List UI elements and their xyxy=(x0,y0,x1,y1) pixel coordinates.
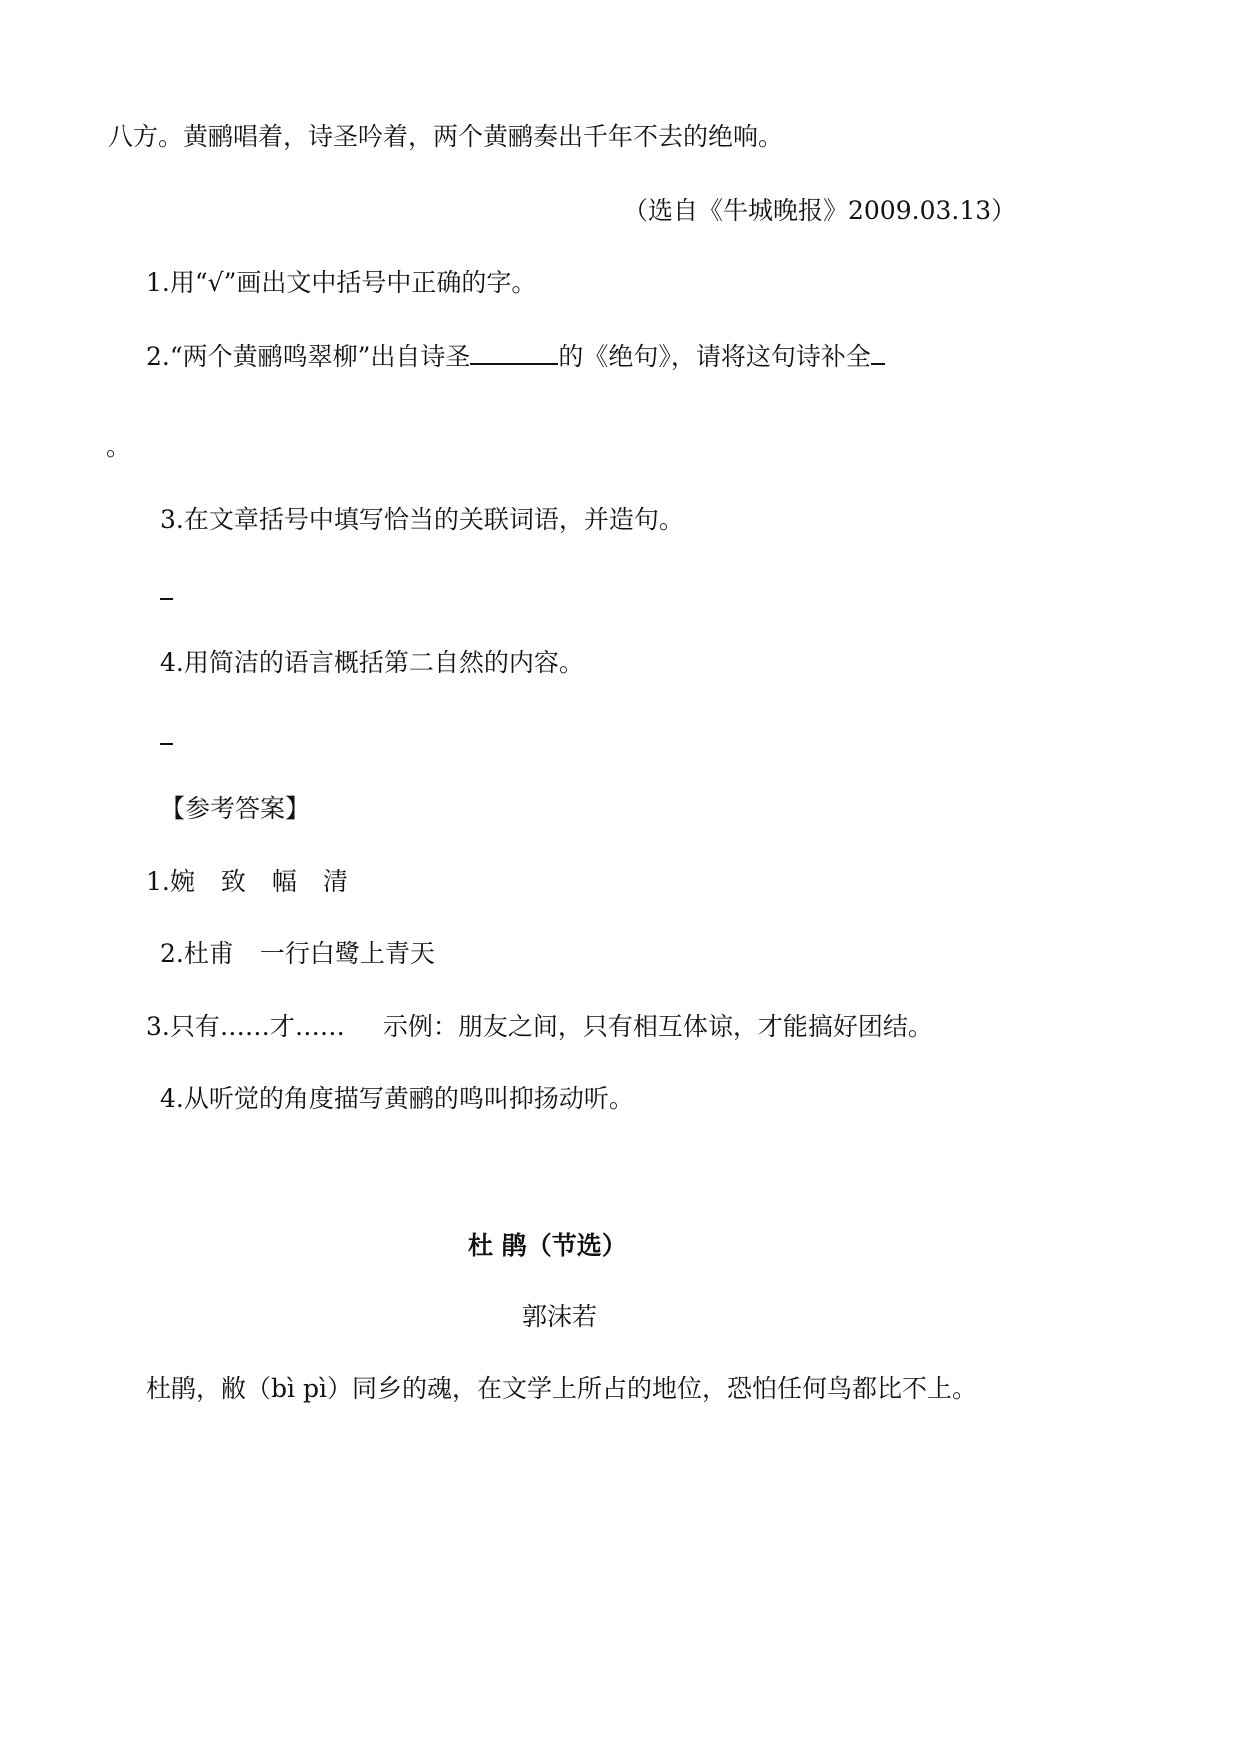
answer-1-item: 1.婉 xyxy=(146,867,195,896)
answer-2-poem-line: 一行白鹭上青天 xyxy=(259,939,435,968)
passage-closing-line: 八方。黄鹂唱着，诗圣吟着，两个黄鹂奏出千年不去的绝响。 xyxy=(108,122,784,151)
answer-3 xyxy=(146,1010,933,1044)
question-3: 3.在文章括号中填写恰当的关联词语，并造句。 xyxy=(160,505,684,534)
answer-blank-question-3[interactable] xyxy=(160,598,173,600)
answer-blank-question-4[interactable] xyxy=(160,743,173,745)
answer-1-item: 清 xyxy=(322,867,348,896)
answer-2-poet: 2.杜甫 xyxy=(160,939,234,968)
answer-1 xyxy=(146,865,348,899)
question-1: 1.用“√”画出文中括号中正确的字。 xyxy=(146,268,537,297)
question-2-suffix: 的《绝句》，请将这句诗补全 xyxy=(558,342,871,371)
answer-1-item: 致 xyxy=(220,867,246,896)
answer-3-example: 示例：朋友之间，只有相互体谅，才能搞好团结。 xyxy=(382,1012,933,1041)
question-4: 4.用简洁的语言概括第二自然的内容。 xyxy=(160,648,584,677)
answer-key-heading: 【参考答案】 xyxy=(160,794,311,823)
source-citation: （选自《牛城晚报》2009.03.13） xyxy=(623,196,1017,225)
answer-3-connectives: 3.只有……才…… xyxy=(146,1012,345,1041)
answer-4: 4.从听觉的角度描写黄鹂的鸣叫抑扬动听。 xyxy=(160,1084,634,1113)
article-first-line: 杜鹃，敝（bì pì）同乡的魂，在文学上所占的地位，恐怕任何鸟都比不上。 xyxy=(146,1374,977,1403)
question-2 xyxy=(146,340,885,374)
question-2-end-mark: 。 xyxy=(106,432,132,461)
question-2-prefix: 2.“两个黄鹂鸣翠柳”出自诗圣 xyxy=(146,342,471,371)
answer-2 xyxy=(160,937,435,971)
answer-blank-poem-line[interactable] xyxy=(871,341,885,365)
article-title: 杜 鹃（节选） xyxy=(468,1231,627,1260)
article-author: 郭沫若 xyxy=(522,1302,598,1331)
answer-blank-poet[interactable] xyxy=(470,341,558,365)
answer-1-item: 幅 xyxy=(271,867,297,896)
